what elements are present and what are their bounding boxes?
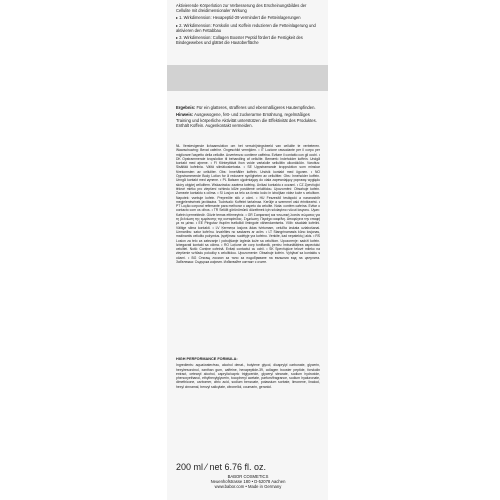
company-info (176, 474, 320, 490)
dimension-2: ▸2. Wirkdimension: Forskolin und Koffein reduzieren die Fetteinlagerung und aktivieren den Fettabbau (176, 22, 316, 33)
translations-text: NL Verstevigende lichaamslotion om het verschijningsbeeld van cellulite te verbeteren. Waarschuwing: Bevat cafeïne. Ongeschikt vermijden. • IT Lozione rassodante per il corpo per migliorare l'aspetto della cellulite. Avvertenza: contiene caffeina. Evitare il contatto con gli occhi. • DK Opstrammende kropslotion til behandling af cellulite. Bemærk: Indeholder koffein. Undgå kontakt med øjnene. • FI Kiinteyttävä ihon voide vartalolle selluliitin ulkonäköön. Varoitus: Sisältää kofeiinia. Vältä silmäkosketusta. • SE Uppstramande kroppslotion som minskar förekomsten av celluliter. Obs: Innehåller koffein. Undvik kontakt med ögonen. • NO Oppstrammende Body Lotion for å redusere synligheten av cellulitter. Obs: Inneholder koffein. Unngå kontakt med øynene. • PL Balsam ujędrniający do ciała zapewniający poprawę wyglądu skóry objętej cellulitem. Wskazówka: zawiera kofeinę. Unikać kontaktu z oczami. • CZ Zpevňující tělové mléko pro zlepšení vzhledu kůže postižené celulitidou. Upozornění: Obsahuje kofein. Zamezte kontaktu s očima. • SI Losjon za telo za čvrsto kožo in izboljšan videz kože s celulitom. Napotek: vsebuje kofein. Preprečite stik z očmi. • HU Feszesítő testápoló a narancsbőr megjelenésének javítására. Tudnivaló: Koffeint tartalmaz. Kerülje a szemmel való érintkezést. • PT Loção corporal refirmante para melhorar o aspeto da celulite. Nota: contém cafeína. Evitar o contacto com os olhos. • TR Selülit görünümünü düzeltmek için sıkılaştırıcı vücut losyonu. Uyarı: Kafein içermektedir. Gözle temas ettirmeyiniz. • GR Συσφικτική και τονωτική λοσιόν σώματος για τη βελτίωση της εμφάνισης της κυτταρίτιδας. Σημείωση: Περιέχει καφεΐνη. Αποφύγετε την επαφή με τα μάτια. • EE Pingutav ihupiim tselluliidi ilmingute vähendamiseks. Võib: sisaldab kofeiini. Vältige silma kontakti. • LV Ķermeņa losjons ādas tvirtumam, celulīta izskata uzlabošanai. Uzmanību: satur kofeīnu. Izvairīties no saskares ar acīm. • LT Stangrinamasis kūno losjonas, mažinantis celiulito požymius. Įspėjimas: sudėtyje yra kofeino. Venkite, kad nepatektų į akis. • RS Losion za telo za zatezanje i poboljšanje izgleda kože sa celulitom. Upozorenje: sadrži kofein. Izbegavati kontakt sa očima. • RO Loțiune de corp tonifiantă, pentru îmbunătățirea aspectului celulitei. Notă: Conține cofeină. Evitați contactul cu ochii. • SK Spevňujúce telové mlieko na zlepšenie vzhľadu pokožky s celulitídou. Upozornenie: Obsahuje kofeín. Vyhýbať sa kontaktu s očami. • BG Стягащ лосион за тяло за подобряване на външния вид на целулита. Забележка: Съдържа кофеин. Избягвайте контакт с очите. (176, 144, 320, 265)
arrow-icon: ▸ (176, 35, 179, 41)
dimension-3: ▸3. Wirkdimension: Collagen Booster Peptid fördert die Festigkeit des Bindegewebes und glättet die Hautoberfläche (176, 35, 303, 46)
translations-block (176, 144, 320, 264)
company-web: www.babor.com • Made in Germany (214, 484, 282, 490)
company-address: Neuenhofstrasse 180 • D-52078 Aachen (210, 479, 286, 485)
formula-title: HIGH PERFORMANCE FORMULA: (176, 357, 238, 361)
intro-text: Aktivierende Körperlotion zur Verbesserung des Erscheinungsbildes der Cellulite mit dreidimensionaler Wirkung (176, 3, 307, 14)
company-name: BABOR COSMETICS (227, 474, 269, 479)
arrow-icon: ▸ (176, 22, 179, 28)
arrow-icon: ▸ (176, 15, 179, 21)
hint-line: Hinweis: Ausgewogene, fett- und zuckerarme Ernährung, regelmäßiges Training und körperliche Aktivität unterstützen die Effektivität des Produktes. Enthält Koffein. Augenkontakt vermeiden. (176, 112, 317, 128)
dimension-1: ▸1. Wirkdimension: Hexapeptid-39 vermindert die Fetteinlagerungen (176, 15, 301, 21)
grey-band (167, 65, 328, 91)
claims-block (176, 3, 320, 47)
result-line: Ergebnis: Für ein glatteres, strafferes und ebenmäßigeres Hautempfinden. (176, 105, 316, 110)
volume-label: 200 ml ⁄ net 6.76 fl. oz. (176, 462, 267, 472)
result-block (176, 105, 320, 130)
ingredients-text: Ingredients: aqua/water/eau, alcohol denat., butylene glycol, dicaprylyl carbonate, glycerin, hexylresorcinol, xanthan gum, caffeine, hexapeptide-39, collagen booster peptide, forskolin extract, cetearyl alcohol, caprylic/capric triglyceride, glyceryl stearate, sodium hydroxide, phenoxyethanol, ethylhexylglycerin, tocopheryl acetate, parfum/fragrance, sodium hyaluronate, dimethicone, carbomer, citric acid, sodium benzoate, potassium sorbate, limonene, linalool, hexyl cinnamal, benzyl salicylate, citronellol, coumarin, geraniol. (176, 363, 320, 389)
formula-block (176, 357, 320, 389)
